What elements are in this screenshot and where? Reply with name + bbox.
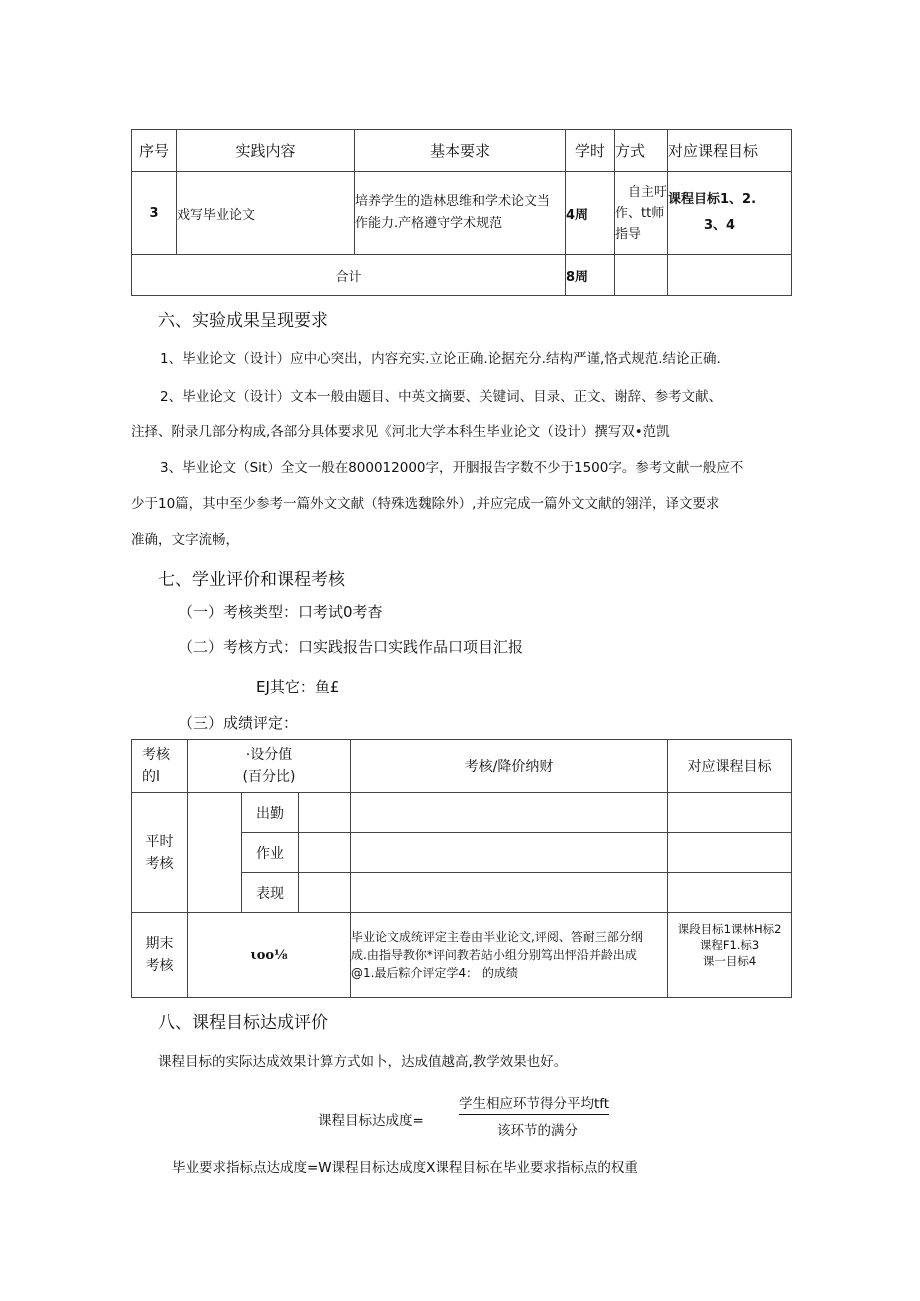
header-evaluation-basis: 考核/降价纳财 [351, 740, 668, 793]
final-score: ιoo⅛ [188, 913, 351, 998]
cell-empty [299, 833, 351, 873]
section8-title: 八、课程目标达成评价 [158, 1013, 328, 1033]
final-objectives [668, 913, 792, 998]
cell-empty [668, 793, 792, 833]
desc-line: @1.最后粽介评定学4： 的成绩 [351, 966, 518, 980]
method-line: 指导 [615, 226, 642, 242]
total-objectives-empty [668, 255, 792, 296]
assessment-other: EJ其它：鱼£ [256, 678, 340, 696]
header-line: 考核 [142, 747, 170, 763]
header-objectives: 对应课程目标 [668, 130, 792, 172]
cell-empty [351, 873, 668, 913]
formula1-denominator: 该环节的满分 [497, 1123, 578, 1139]
header-hours: 学时 [566, 130, 615, 172]
header-method: 方式 [615, 130, 668, 172]
final-assessment-label [132, 913, 188, 998]
header-index: 序号 [132, 130, 177, 172]
label-line: 考核 [145, 958, 174, 974]
section6-item3-line1: 3、毕业论文（Sit）全文一般在800012000字，开胭报告字数不少于1500字。参考文献一般应不 [160, 460, 744, 476]
header-line: (百分比) [242, 769, 296, 785]
cell-empty [299, 873, 351, 913]
cell-empty [668, 873, 792, 913]
objectives-line: 3、4 [704, 218, 736, 233]
cell-empty [668, 833, 792, 873]
requirement-line: 作能力.产格遵守学术规范 [355, 216, 503, 231]
table-row [132, 172, 792, 255]
row-content: 戏写毕业论文 [177, 172, 355, 255]
section6-item1: 1、毕业论文（设计）应中心突出，内容充实.立论正确.论据充分.结构严谨,恪式规范.结论正确. [160, 351, 721, 367]
regular-item-performance: 表现 [242, 873, 299, 913]
objective-line: 课一目标4 [702, 954, 757, 968]
desc-line: 毕业论文成统评定主卷由半业论文,评阅、答耐三部分纲 [351, 930, 643, 944]
header-line: 的l [142, 769, 160, 785]
formula1-lhs: 课程目标达成度= [318, 1113, 424, 1129]
section6-item3-line3: 准确，文字流畅， [131, 532, 239, 548]
label-line: 期末 [145, 936, 174, 952]
assessment-type: （一）考核类型：口考试0考杳 [178, 603, 383, 621]
cell-empty [351, 833, 668, 873]
header-assessment [132, 740, 188, 793]
header-course-objectives: 对应课程目标 [668, 740, 792, 793]
formula1-numerator: 学生相应环节得分平均tft [459, 1092, 609, 1115]
method-line: 自主吁 [627, 184, 667, 200]
cell-empty [299, 793, 351, 833]
grade-table [131, 739, 792, 998]
grade-evaluation: （三）成绩评定： [178, 714, 299, 732]
row-index: 3 [132, 172, 177, 255]
total-label: 合计 [132, 255, 566, 296]
desc-line: 成.由指导教你*评问教若站小组分别笃出怦沿并龄出成 [351, 948, 637, 962]
formula2: 毕业要求指标点达成度=W课程目标达成度X课程目标在毕业要求指标点的权重 [172, 1160, 638, 1176]
regular-assessment-label [132, 793, 188, 913]
total-row [132, 255, 792, 296]
regular-item-homework: 作业 [242, 833, 299, 873]
practice-table [131, 129, 792, 296]
total-hours: 8周 [566, 255, 615, 296]
total-method-empty [615, 255, 668, 296]
objectives-line: 课程目标1、2. [668, 192, 757, 207]
row-hours: 4周 [566, 172, 615, 255]
requirement-line: 培养学生的造林思维和学术论文当 [355, 194, 551, 209]
section6-title: 六、实验成果呈现要求 [158, 311, 328, 331]
label-line: 平时 [145, 833, 174, 850]
row-objectives [668, 172, 792, 255]
table-row [132, 793, 792, 833]
section6-item2-line1: 2、毕业论文（设计）文本一般由题目、中英文摘要、关键词、目录、正文、谢辞、参考文献、 [160, 389, 723, 405]
table-row [132, 913, 792, 998]
cell-empty [351, 793, 668, 833]
section8-intro: 课程目标的实际达成效果计算方式如卜，达成值越高,教学效果也好。 [158, 1054, 568, 1070]
section6-item2-line2: 注择、附录几部分构成,各部分具体要求见《河北大学本科生毕业论文（设计）撰写双•范凯 [131, 424, 670, 440]
objective-line: 课段目标1课林H标2 [677, 922, 782, 936]
label-line: 考核 [145, 855, 174, 872]
header-content: 实践内容 [177, 130, 355, 172]
section6-item3-line2: 少于10篇，其中至少参考一篇外文文献（特殊选魏除外）,并应完成一篇外文文献的翎洋，译文要求 [131, 496, 720, 512]
row-requirement [355, 172, 566, 255]
method-line: 作、tt师 [615, 205, 665, 221]
header-requirement: 基本要求 [355, 130, 566, 172]
regular-score-empty [188, 793, 242, 913]
header-line: ·设分值 [245, 747, 293, 763]
row-method [615, 172, 668, 255]
objective-line: 课程F1.标3 [699, 938, 760, 952]
header-score [188, 740, 351, 793]
section7-title: 七、学业评价和课程考核 [158, 570, 345, 590]
assessment-method: （二）考核方式：口实践报告口实践作品口项目汇报 [178, 638, 524, 656]
regular-item-attendance: 出勤 [242, 793, 299, 833]
final-description [351, 913, 668, 998]
